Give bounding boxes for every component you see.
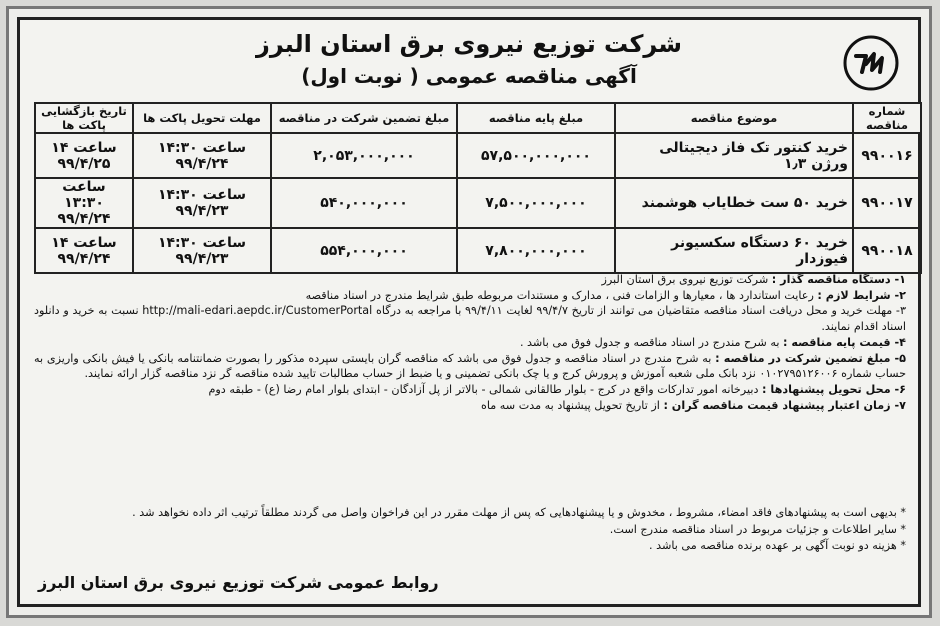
clause-label: ۴- قیمت پایه مناقصه :: [783, 335, 906, 349]
tender-base-amount: ۵۷,۵۰۰,۰۰۰,۰۰۰: [457, 133, 615, 178]
clause-label: ۵- مبلغ تضمین شرکت در مناقصه :: [715, 351, 906, 365]
clause-7: [34, 398, 906, 414]
opening-date: ۹۹/۴/۲۴: [57, 250, 111, 267]
tender-deadline: [133, 178, 271, 228]
tender-deadline: [133, 133, 271, 178]
tender-number: ۹۹۰۰۱۷: [853, 178, 921, 228]
clause-5: [34, 351, 906, 382]
table-row: [35, 178, 921, 228]
opening-time: ساعت ۱۴: [51, 234, 117, 251]
tender-table: [34, 102, 922, 274]
tender-number: ۹۹۰۰۱۶: [853, 133, 921, 178]
clause-text: به شرح مندرج در اسناد مناقصه و جدول فوق می باشد که مناقصه گران بایستی سپرده مذکور را بصورت ضمانتنامه بانکی یا فیش بانکی واریزی به حساب شماره ۰۱۰۲۷۹۵۱۲۶۰۰۶ نزد بانک ملی شعبه آموزش و پرورش کرج و یا چک بانکی تضمینی و یا ضبط از حساب مطالبات تایید شده مناقصه گر نزد مناقصه گزار ارائه نمایند.: [34, 351, 906, 381]
tender-subject: خرید ۵۰ ست خطایاب هوشمند: [615, 178, 853, 228]
newspaper-clipping: [6, 6, 932, 618]
tender-number: ۹۹۰۰۱۸: [853, 228, 921, 273]
header-opening: تاریخ بازگشایی پاکت ها: [35, 103, 133, 133]
clause-6: [34, 382, 906, 398]
opening-time: ساعت ۱۴: [51, 139, 117, 156]
clause-text: رعایت استاندارد ها ، معیارها و الزامات فنی ، مدارک و مستندات مربوطه طبق شرایط مندرج در اسناد مناقصه: [305, 288, 818, 302]
clause-text: شرکت توزیع نیروی برق استان البرز: [601, 273, 772, 286]
clause-4: [34, 335, 906, 351]
clause-text: از تاریخ تحویل پیشنهاد به مدت سه ماه: [480, 398, 664, 412]
clause-text: ۳- مهلت خرید و محل دریافت اسناد مناقصه متقاضیان می توانند از تاریخ ۹۹/۴/۷ لغایت ۹۹/۴/۱۱ با مراجعه به درگاه http://mali-edari.aepdc.ir/CustomerPortal نسبت به خرید و دانلود اسناد اقدام نمایند.: [34, 304, 906, 334]
deadline-date: ۹۹/۴/۲۳: [175, 250, 229, 267]
tender-deadline: [133, 228, 271, 273]
header-subject: موضوع مناقصه: [615, 103, 853, 133]
deadline-date: ۹۹/۴/۲۳: [175, 203, 229, 219]
table-row: [35, 133, 921, 178]
tender-opening: [35, 133, 133, 178]
advertisement-frame: [17, 17, 921, 607]
tender-guarantee: ۲,۰۵۳,۰۰۰,۰۰۰: [271, 133, 457, 178]
opening-date: ۹۹/۴/۲۴: [57, 211, 111, 227]
ad-title: آگهی مناقصه عمومی ( نوبت اول): [301, 64, 637, 88]
tender-base-amount: ۷,۵۰۰,۰۰۰,۰۰۰: [457, 178, 615, 228]
footer-signature: روابط عمومی شرکت توزیع نیروی برق استان البرز: [38, 573, 439, 592]
notes: [34, 505, 906, 555]
clause-text: به شرح مندرج در اسناد مناقصه و جدول فوق می باشد .: [519, 335, 783, 349]
tender-opening: [35, 228, 133, 273]
note-3: * هزینه دو نوبت آگهی بر عهده برنده مناقصه می باشد .: [648, 539, 906, 552]
tender-base-amount: ۷,۸۰۰,۰۰۰,۰۰۰: [457, 228, 615, 273]
clause-2: [34, 288, 906, 304]
tender-subject: خرید کنتور تک فاز دیجیتالی ورژن ۱٫۳: [615, 133, 853, 178]
note-2: * سایر اطلاعات و جزئیات مربوط در اسناد مناقصه مندرج است.: [609, 522, 906, 536]
clause-label: ۱- دستگاه مناقصه گذار :: [771, 273, 906, 286]
table-row: [35, 228, 921, 273]
tender-guarantee: ۵۵۴,۰۰۰,۰۰۰: [271, 228, 457, 273]
tender-subject: خرید ۶۰ دستگاه سکسیونر فیوزدار: [615, 228, 853, 273]
header-base-amount: مبلغ پایه مناقصه: [457, 103, 615, 133]
table-header-row: [35, 103, 921, 133]
header-guarantee: مبلغ تضمین شرکت در مناقصه: [271, 103, 457, 133]
clause-label: ۲- شرایط لازم :: [817, 288, 906, 302]
tender-conditions: [34, 272, 906, 413]
note-1: * بدیهی است به پیشنهادهای فاقد امضاء، مشروط ، مخدوش و یا پیشنهادهایی که پس از مهلت مقرر در این فراخوان واصل می گردند مطلقاً ترتیب اثر داده نخواهد شد .: [132, 506, 906, 519]
deadline-time: ساعت ۱۴:۳۰: [157, 139, 247, 156]
opening-date: ۹۹/۴/۲۵: [57, 155, 111, 172]
header-number: شماره مناقصه: [853, 103, 921, 133]
deadline-time: ساعت ۱۴:۳۰: [157, 234, 247, 251]
tender-guarantee: ۵۴۰,۰۰۰,۰۰۰: [271, 178, 457, 228]
tender-opening: [35, 178, 133, 228]
clause-text: دبیرخانه امور تدارکات واقع در کرج - بلوار طالقانی شمالی - بالاتر از پل آزادگان - ابتدای بلوار امام رضا (ع) - طبقه دوم: [208, 382, 763, 396]
deadline-time: ساعت ۱۴:۳۰: [157, 187, 247, 203]
clause-label: ۷- زمان اعتبار پیشنهاد قیمت مناقصه گران :: [663, 398, 906, 412]
company-name: شرکت توزیع نیروی برق استان البرز: [256, 30, 682, 58]
opening-time: ساعت ۱۳:۳۰: [62, 179, 106, 211]
clause-3: [34, 303, 906, 334]
clause-label: ۶- محل تحویل پیشنهادها :: [762, 382, 906, 396]
clause-1: [34, 272, 906, 288]
header-deadline: مهلت تحویل پاکت ها: [133, 103, 271, 133]
deadline-date: ۹۹/۴/۲۴: [175, 155, 229, 172]
